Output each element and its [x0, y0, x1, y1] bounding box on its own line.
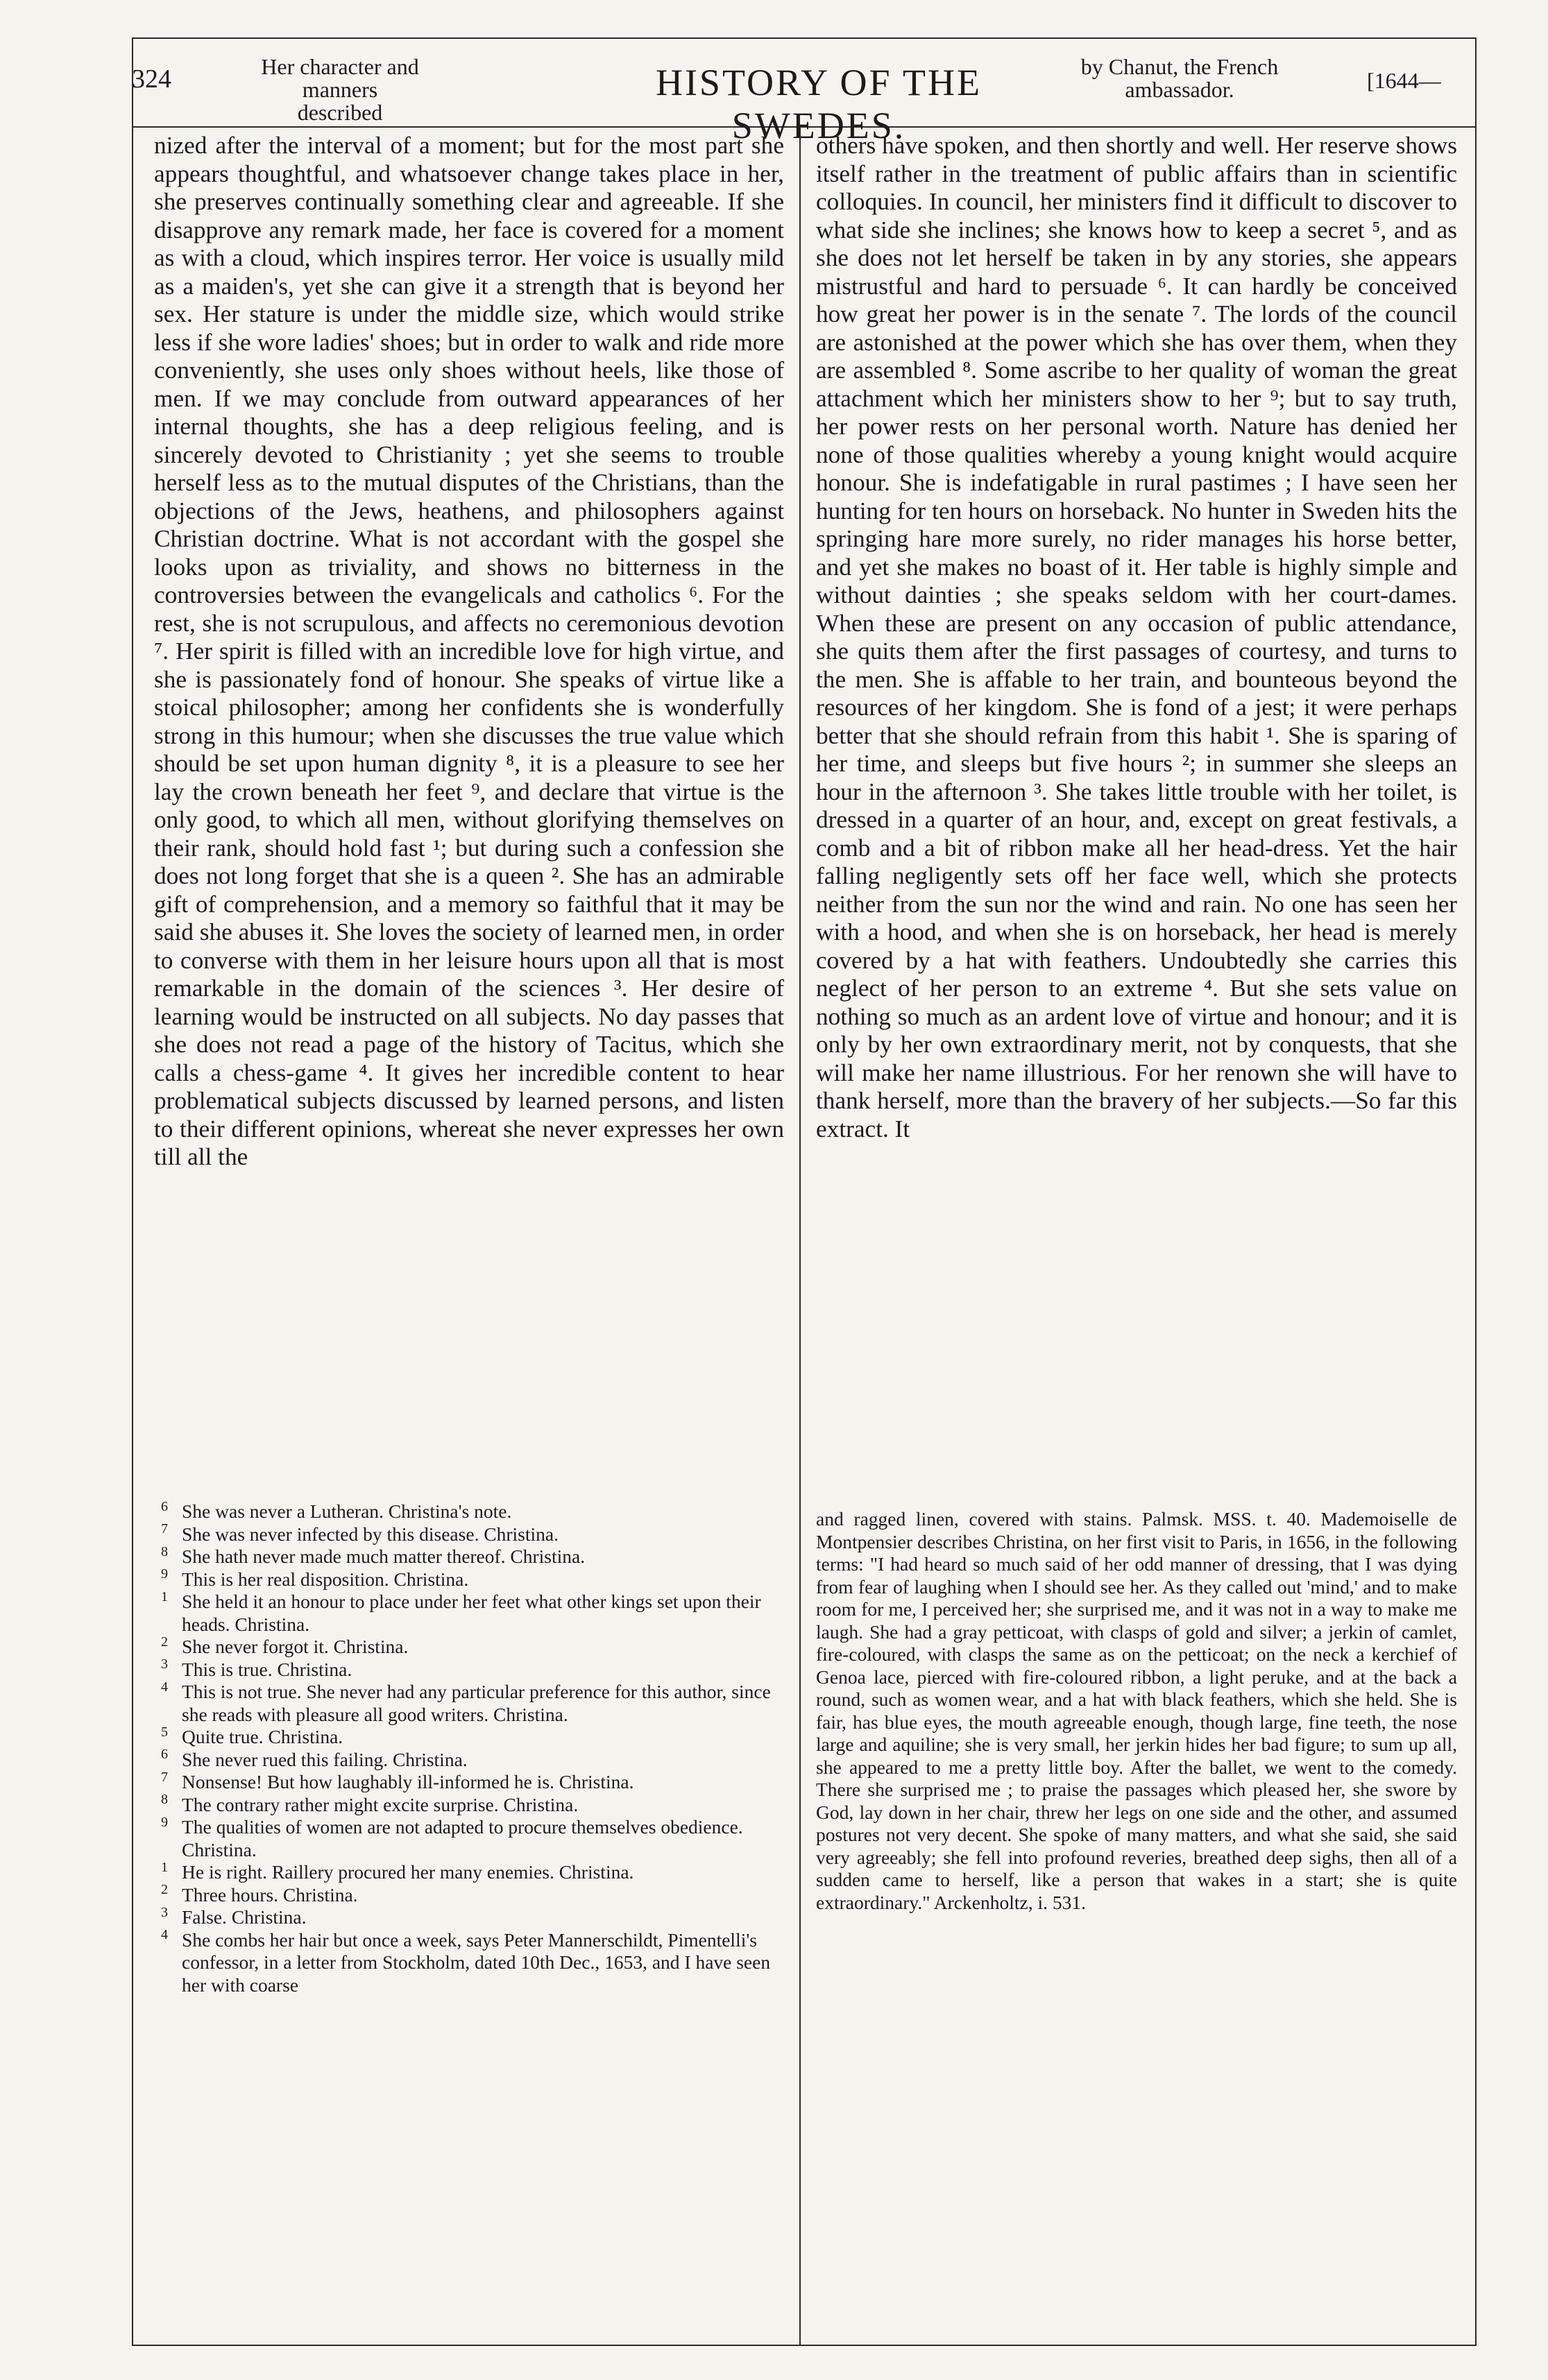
footnote-text: Three hours. Christina.	[182, 1883, 358, 1906]
footnote-mark: 8	[161, 1543, 168, 1559]
footnote-mark: 4	[161, 1927, 168, 1943]
footnote	[154, 1656, 784, 1681]
footnotes-right	[816, 1508, 1457, 1914]
left-body-column	[154, 132, 784, 1172]
footnote-mark: 1	[161, 1859, 168, 1875]
bottom-rule	[132, 2345, 1477, 2346]
footnotes-left	[154, 1500, 784, 1996]
footnote	[154, 1543, 784, 1568]
footnote-mark: 3	[161, 1904, 168, 1920]
right-subject-heading	[1034, 55, 1325, 101]
footnote-mark: 6	[161, 1498, 168, 1514]
footnote-text: False. Christina.	[182, 1906, 307, 1928]
footnote-text: He is right. Raillery procured her many enemies. Christina.	[182, 1861, 634, 1883]
footnote	[154, 1771, 784, 1794]
footnote-mark: 2	[161, 1634, 168, 1650]
right-rule	[1475, 37, 1477, 2346]
running-header	[132, 49, 1477, 146]
footnote	[154, 1500, 784, 1523]
footnote	[154, 1816, 784, 1861]
footnote-text: She combs her hair but once a week, says Peter Mannerschildt, Pimentelli's confessor, in a letter from Stockholm, dated 10th Dec., 1653, and I have seen her with coarse	[182, 1928, 771, 1996]
right-subject-line: by Chanut, the French	[1080, 54, 1279, 79]
footnote	[154, 1568, 784, 1591]
page-title: HISTORY OF THE SWEDES.	[655, 62, 983, 146]
footnote-text: She was never infected by this disease. Christina.	[182, 1523, 559, 1545]
footnote	[154, 1929, 784, 1997]
footnote-text: She never rued this failing. Christina.	[182, 1748, 468, 1770]
page-number: 324	[132, 65, 171, 94]
footnote	[154, 1681, 784, 1726]
footnote	[154, 1749, 784, 1772]
footnote-text: The contrary rather might excite surprise. Christina.	[182, 1793, 579, 1815]
right-subject-line: ambassador.	[1125, 77, 1234, 102]
footnote	[154, 1726, 784, 1749]
footnote-mark: 9	[161, 1814, 168, 1830]
footnote-text: This is true. Christina.	[182, 1658, 352, 1680]
footnote-mark: 4	[161, 1679, 168, 1695]
left-subject-line: described	[297, 100, 383, 125]
footnote	[154, 1884, 784, 1907]
footnote-mark: 3	[161, 1656, 168, 1672]
footnote-text: Nonsense! But how laughably ill-informed he is. Christina.	[182, 1771, 634, 1792]
footnote	[154, 1906, 784, 1929]
footnote-text: This is her real disposition. Christina.	[182, 1568, 469, 1590]
footnote	[154, 1636, 784, 1659]
footnote-mark: 2	[161, 1882, 168, 1898]
footnote-mark: 7	[161, 1521, 168, 1537]
column-divider	[799, 126, 801, 2345]
footnote-mark: 9	[161, 1566, 168, 1582]
left-subject-heading	[250, 55, 430, 124]
right-body-column	[816, 132, 1457, 1143]
footnote-text: She never forgot it. Christina.	[182, 1636, 409, 1657]
footnote-text: She held it an honour to place under her feet what other kings set upon their heads. Christina.	[182, 1591, 761, 1635]
left-subject-line: Her character and manners	[261, 54, 419, 102]
footnote-mark: 7	[161, 1769, 168, 1785]
footnote	[154, 1794, 784, 1817]
footnote-mark: 8	[161, 1792, 168, 1808]
footnote-mark: 5	[161, 1724, 168, 1740]
footnote-mark: 1	[161, 1589, 168, 1604]
body-paragraph: others have spoken, and then shortly and well. Her reserve shows itself rather in the treatment of public affairs than in scientific colloquies. In council, her ministers find it difficult to discover to what side she inclines; she knows how to keep a secret ⁵, and as she does not let herself be taken in by any stories, she appears mistrustful and hard to persuade ⁶. It can hardly be conceived how great her power is in the senate ⁷. The lords of the council are astonished at the power which she has over them, when they are assembled ⁸. Some ascribe to her quality of woman the great attachment which her ministers show to her ⁹; but to say truth, her power rests on her personal worth. Nature has denied her none of those qualities whereby a young knight would acquire honour. She is indefatigable in rural pastimes ; I have seen her hunting for ten hours on horseback. No hunter in Sweden hits the springing hare more surely, no rider manages his horse better, and yet she makes no boast of it. Her table is highly simple and without dainties ; she speaks seldom with her court-dames. When these are present on any occasion of public attendance, she quits them after the first passages of courtesy, and turns to the men. She is affable to her train, and bounteous beyond the resources of her kingdom. She is fond of a jest; it were perhaps better that she should refrain from this habit ¹. She is sparing of her time, and sleeps but five hours ²; in summer she sleeps an hour in the afternoon ³. She takes little trouble with her toilet, is dressed in a quarter of an hour, and, except on great festivals, a comb and a bit of ribbon make all her head-dress. Yet the hair falling negligently sets off her face well, which she protects neither from the sun nor the wind and rain. No one has seen her with a hood, and when she is on horseback, her head is merely covered by a hat with feathers. Undoubtedly she carries this neglect of her person to an extreme ⁴. But she sets value on nothing so much as an ardent love of virtue and honour; and it is only by her own extraordinary merit, not by conquests, that she will make her name illustrious. For her renown she will have to thank herself, more than the bravery of her subjects.—So far this extract. It	[816, 132, 1457, 1142]
footnote	[154, 1591, 784, 1636]
footnote-mark: 6	[161, 1747, 168, 1763]
body-paragraph: nized after the interval of a moment; but for the most part she appears thoughtful, and whatsoever change takes place in her, she preserves continually something clear and agreeable. If she disapprove any remark made, her face is covered for a moment as with a cloud, which inspires terror. Her voice is usually mild as a maiden's, yet she can give it a strength that is beyond her sex. Her stature is under the middle size, which would strike less if she wore ladies' shoes; but in order to walk and ride more conveniently, she uses only shoes without heels, like those of men. If we may conclude from outward appearances of her internal thoughts, she has a deep religious feeling, and is sincerely devoted to Christianity ; yet she seems to trouble herself less as to the mutual disputes of the Christians, than the objections of the Jews, heathens, and philosophers against Christian doctrine. What is not accordant with the gospel she looks upon as triviality, and shows no bitterness in the controversies between the evangelicals and catholics ⁶. For the rest, she is not scrupulous, and affects no ceremonious devotion ⁷. Her spirit is filled with an incredible love for high virtue, and she is passionately fond of honour. She speaks of virtue like a stoical philosopher; among her confidents she is wonderfully strong in this humour; when she discusses the true value which should be set upon human dignity ⁸, it is a pleasure to see her lay the crown beneath her feet ⁹, and declare that virtue is the only good, to which all men, without glorifying themselves on their rank, should hold fast ¹; but during such a confession she does not long forget that she is a queen ². She has an admirable gift of comprehension, and a memory so faithful that it may be said she abuses it. She loves the society of learned men, in order to converse with them in her leisure hours upon all that is most remarkable in the domain of the sciences ³. Her desire of learning would be instructed on all subjects. No day passes that she does not read a page of the history of Tacitus, which she calls a chess-game ⁴. It gives her incredible content to hear problematical subjects discussed by learned persons, and listen to their different opinions, whereat she never expresses her own till all the	[154, 132, 784, 1170]
footnote-text: The qualities of women are not adapted to procure themselves obedience. Christina.	[182, 1816, 743, 1860]
footnote	[154, 1861, 784, 1884]
footnote	[154, 1523, 784, 1546]
footnote-text: Quite true. Christina.	[182, 1726, 343, 1747]
footnote-text: She was never a Lutheran. Christina's note.	[182, 1500, 512, 1522]
footnote-text: She hath never made much matter thereof. Christina.	[182, 1546, 586, 1567]
footnote-continuation: and ragged linen, covered with stains. Palmsk. MSS. t. 40. Mademoiselle de Montpensier describes Christina, on her first visit to Paris, in 1656, in the following terms: "I had heard so much said of her odd manner of dressing, that I was dying from fear of laughing when I should see her. As they called out 'mind,' and to make room for me, I perceived her; she surprised me, and it was not in a way to make me laugh. She had a gray petticoat, with clasps of gold and silver; a jerkin of camlet, fire-coloured, with clasps the same as on the petticoat; on the neck a kerchief of Genoa lace, pierced with fire-coloured ribbon, a light peruke, and at the back a round, such as women wear, and a hat with black feathers, which she held. She is fair, has blue eyes, the mouth agreeable enough, though large, fine teeth, the nose large and aquiline; she is very small, her jerkin hides her bad figure; to sum up all, she appeared to me a pretty little boy. After the ballet, we went to the comedy. There she surprised me ; to praise the passages which pleased her, she swore by God, lay down in her chair, threw her legs on one side and the other, and assumed postures not very decent. She spoke of many matters, and what she said, she said very agreeably; she fell into profound reveries, breathed deep sighs, then all of a sudden came to herself, like a person that wakes in a start; she is quite extraordinary." Arckenholtz, i. 531.	[816, 1508, 1457, 1913]
date-marker: [1644—	[1367, 68, 1441, 93]
top-rule	[132, 37, 1477, 39]
footnote-text: This is not true. She never had any particular preference for this author, since she reads with pleasure all good writers. Christina.	[182, 1681, 771, 1725]
left-rule	[132, 37, 133, 2346]
